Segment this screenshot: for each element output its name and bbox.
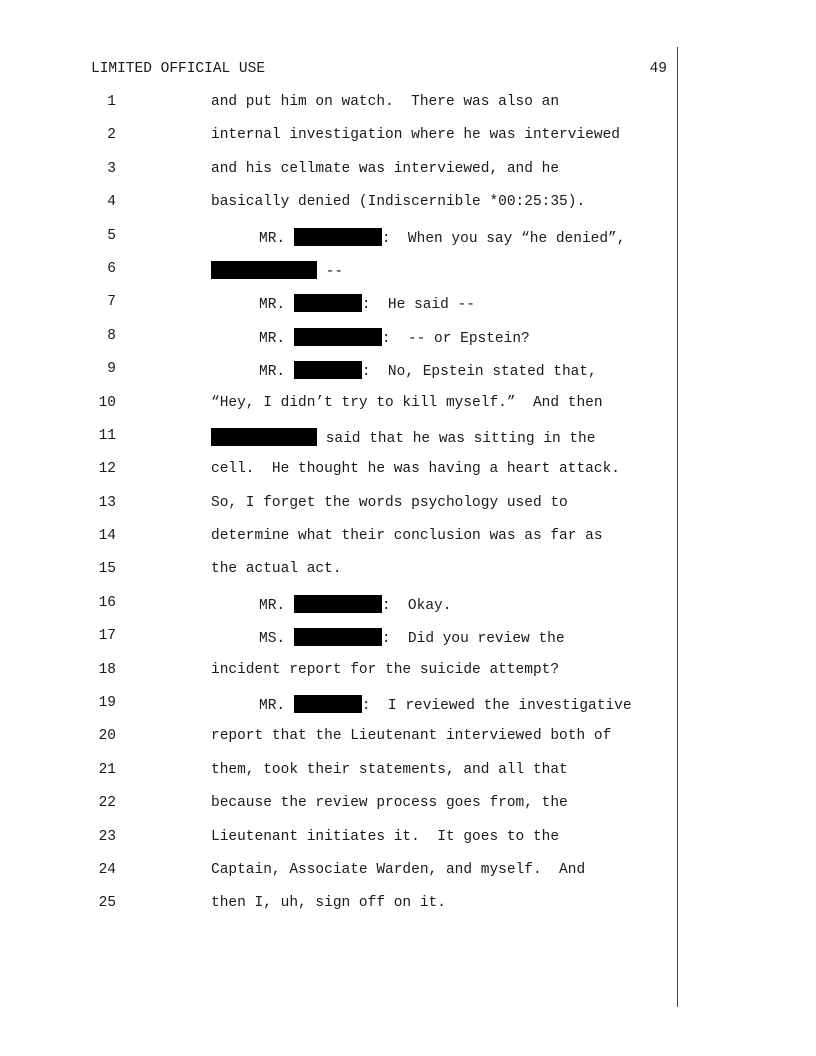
line-number: 22 [98, 795, 116, 812]
speaker-line [259, 228, 625, 247]
speaker-title: MR. [259, 230, 294, 247]
transcript-line [0, 495, 816, 528]
line-text: them, took their statements, and all that [211, 761, 568, 778]
line-text: Lieutenant initiates it. It goes to the [211, 828, 560, 845]
line-text: determine what their conclusion was as far as [211, 528, 603, 545]
speaker-title: MR. [259, 364, 294, 381]
line-number: 1 [107, 94, 116, 110]
transcript-line [0, 261, 816, 294]
redaction-bar [294, 228, 382, 246]
transcript-line [0, 294, 816, 327]
line-number: 14 [98, 528, 116, 545]
speaker-title: MR. [259, 297, 294, 314]
line-number: 18 [98, 661, 116, 678]
transcript-line [0, 461, 816, 494]
transcript-line [0, 228, 816, 261]
line-number: 17 [98, 628, 116, 645]
line-text: and his cellmate was interviewed, and he [211, 160, 560, 177]
transcript-line [0, 161, 816, 194]
line-number: 3 [107, 160, 116, 177]
redaction-bar [294, 595, 382, 613]
speaker-line [259, 595, 451, 614]
speaker-title: MR. [259, 597, 294, 614]
speaker-line [259, 695, 632, 714]
redaction-bar [294, 628, 382, 646]
line-text: internal investigation where he was interviewed [211, 127, 620, 144]
line-number: 15 [98, 561, 116, 578]
line-number: 8 [107, 327, 116, 344]
line-text: because the review process goes from, the [211, 795, 568, 812]
redaction-bar [211, 261, 317, 279]
transcript-line [0, 829, 816, 862]
redaction-bar [294, 361, 362, 379]
line-number: 5 [107, 227, 116, 244]
speaker-line [259, 628, 565, 647]
speaker-line [211, 428, 595, 447]
redaction-bar [294, 695, 362, 713]
line-number: 2 [107, 127, 116, 144]
transcript-line [0, 595, 816, 628]
line-text: : Okay. [381, 597, 452, 614]
transcript-line [0, 561, 816, 594]
transcript-line [0, 762, 816, 795]
line-number: 10 [98, 394, 116, 411]
line-text: cell. He thought he was having a heart attack. [211, 461, 620, 478]
transcript-line [0, 194, 816, 227]
transcript-line [0, 662, 816, 695]
line-text: report that the Lieutenant interviewed both of [211, 728, 612, 745]
transcript-line [0, 728, 816, 761]
line-text: So, I forget the words psychology used to [211, 494, 568, 511]
transcript-line [0, 361, 816, 394]
transcript-line [0, 695, 816, 728]
transcript-line [0, 395, 816, 428]
line-text: “Hey, I didn’t try to kill myself.” And then [211, 394, 603, 411]
transcript-line [0, 127, 816, 160]
line-text: -- [317, 263, 344, 280]
speaker-title: MR. [259, 330, 294, 347]
line-text: : No, Epstein stated that, [361, 364, 597, 381]
line-text: then I, uh, sign off on it. [211, 895, 446, 912]
line-number: 20 [98, 728, 116, 745]
line-number: 24 [98, 861, 116, 878]
line-text: : -- or Epstein? [381, 330, 530, 347]
line-text: the actual act. [211, 561, 342, 578]
speaker-line [259, 294, 475, 313]
line-text: basically denied (Indiscernible *00:25:35). [211, 194, 586, 211]
line-number: 25 [98, 895, 116, 912]
speaker-line [259, 328, 530, 347]
transcript-line [0, 895, 816, 928]
transcript-line [0, 528, 816, 561]
line-text: said that he was sitting in the [317, 430, 596, 447]
speaker-line [259, 361, 597, 380]
page-number: 49 [649, 61, 667, 77]
line-number: 13 [98, 494, 116, 511]
line-number: 6 [107, 260, 116, 277]
line-text: Captain, Associate Warden, and myself. And [211, 861, 586, 878]
line-text: incident report for the suicide attempt? [211, 661, 560, 678]
line-number: 16 [98, 594, 116, 611]
line-text: : When you say “he denied”, [381, 230, 626, 247]
line-text: and put him on watch. There was also an [211, 94, 560, 110]
redaction-bar [294, 294, 362, 312]
transcript-line [0, 328, 816, 361]
classification-label: LIMITED OFFICIAL USE [91, 61, 266, 77]
transcript-line [0, 628, 816, 661]
line-text: : I reviewed the investigative [361, 698, 632, 715]
speaker-title: MR. [259, 698, 294, 715]
transcript-line [0, 428, 816, 461]
redaction-bar [294, 328, 382, 346]
transcript-line [0, 795, 816, 828]
line-number: 11 [98, 427, 116, 444]
speaker-line [211, 261, 343, 280]
line-text: : Did you review the [381, 631, 565, 648]
transcript-line [0, 94, 816, 127]
line-number: 9 [107, 361, 116, 378]
line-text: : He said -- [361, 297, 475, 314]
line-number: 7 [107, 294, 116, 311]
transcript-body [0, 94, 816, 929]
line-number: 21 [98, 761, 116, 778]
redaction-bar [211, 428, 317, 446]
line-number: 23 [98, 828, 116, 845]
line-number: 19 [98, 695, 116, 712]
line-number: 4 [107, 194, 116, 211]
speaker-title: MS. [259, 631, 294, 648]
transcript-line [0, 862, 816, 895]
line-number: 12 [98, 461, 116, 478]
